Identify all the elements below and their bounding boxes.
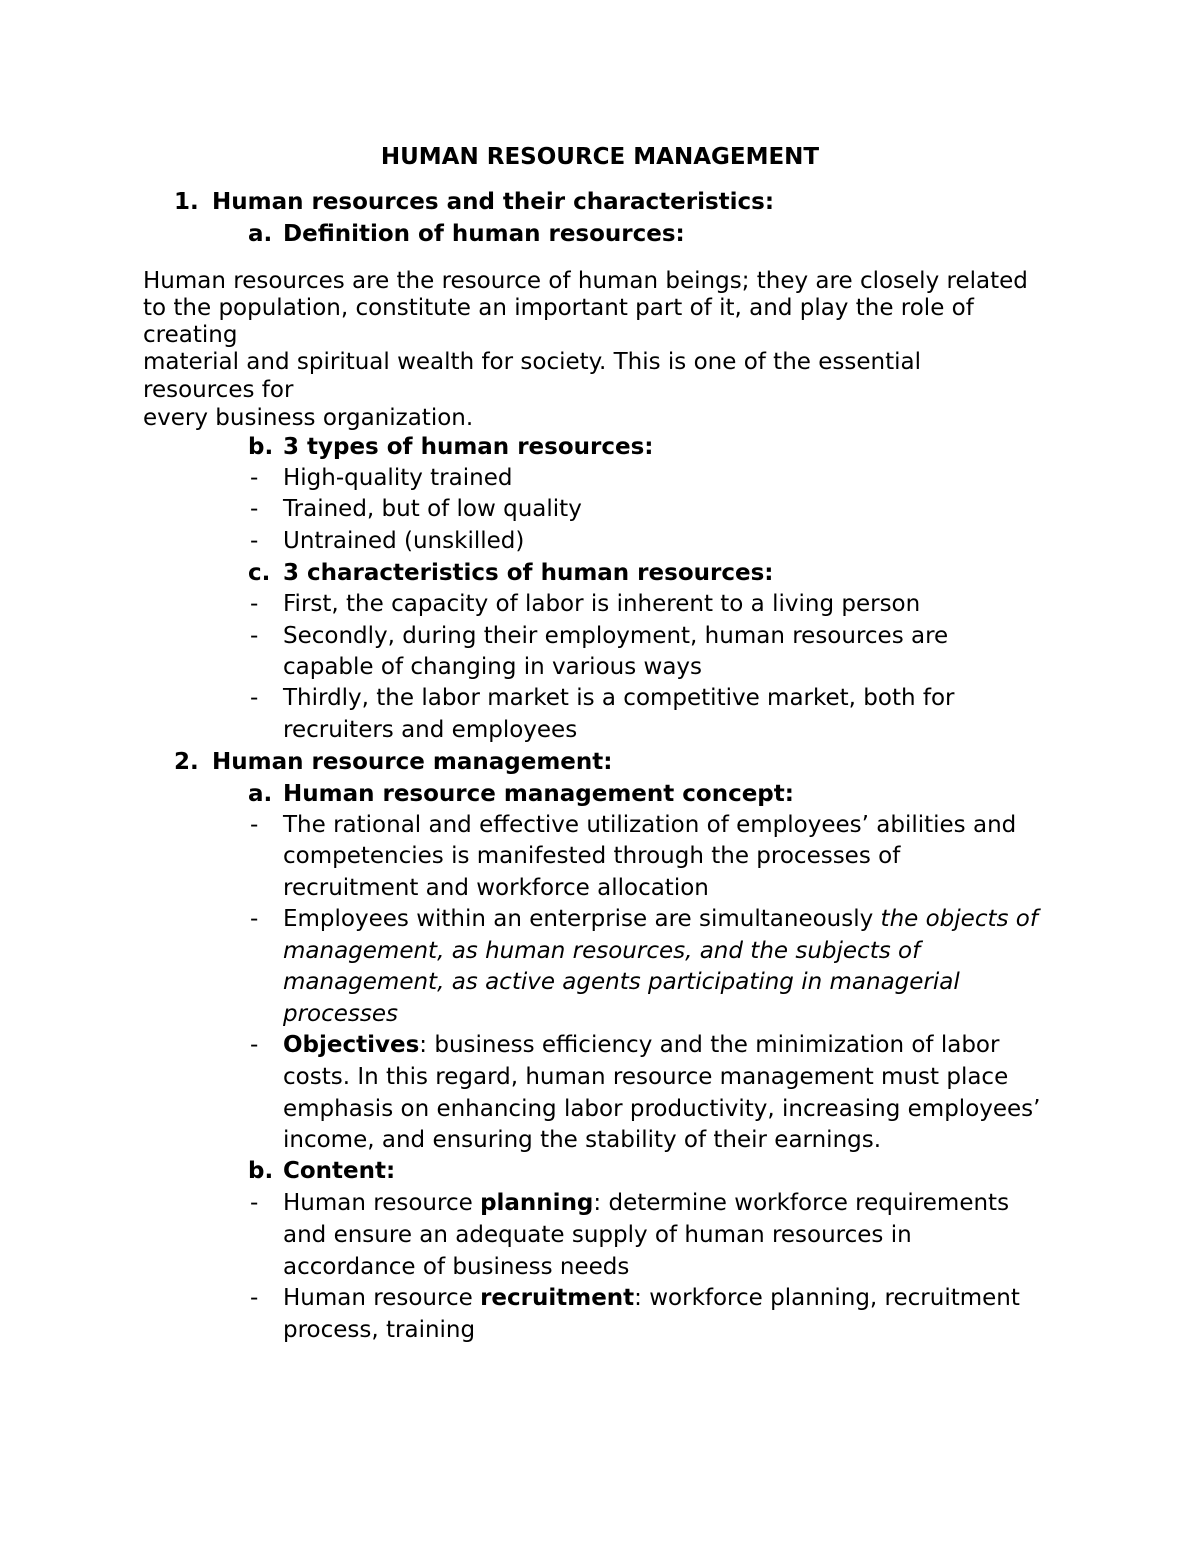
list-item-plain-text: : determine workforce requirements [593,1190,1010,1216]
list-item-text: Trained, but of low quality [283,496,582,522]
document-title: HUMAN RESOURCE MANAGEMENT [380,144,820,170]
list-item-text [283,1188,1009,1218]
subsection-1b-letter: b. [248,434,274,460]
list-item-continuation: emphasis on enhancing labor productivity, increasing employees’ [283,1096,1041,1122]
subsection-1a-letter: a. [248,221,273,247]
bullet-dash: - [250,1032,259,1058]
definition-paragraph-line: resources for [143,377,294,403]
bullet-dash: - [250,465,259,491]
list-item-text: Thirdly, the labor market is a competitive market, both for [283,685,955,711]
list-item-text [283,904,1038,934]
list-item-text [283,1283,1020,1313]
list-item-continuation: recruiters and employees [283,717,578,743]
subsection-1c-title: 3 characteristics of human resources: [283,560,774,586]
subsection-1a-title: Definition of human resources: [283,221,685,247]
list-item-plain-text: Human resource [283,1285,481,1311]
list-item-text: The rational and effective utilization of employees’ abilities and [283,812,1017,838]
list-item-text: Untrained (unskilled) [283,528,525,554]
subsection-1b-title: 3 types of human resources: [283,434,654,460]
objectives-label: Objectives [283,1032,420,1058]
definition-paragraph-line: Human resources are the resource of human beings; they are closely related [143,268,1028,294]
list-item-text: High-quality trained [283,465,513,491]
subsection-2a-letter: a. [248,781,273,807]
section-2-number: 2. [174,749,199,775]
planning-label: planning [480,1190,594,1216]
list-item-continuation: capable of changing in various ways [283,654,703,680]
bullet-dash: - [250,496,259,522]
section-1-title: Human resources and their characteristics: [212,189,775,215]
list-item-plain-text: Human resource [283,1190,481,1216]
definition-paragraph-line: to the population, constitute an important part of it, and play the role of [143,295,974,321]
section-1-number: 1. [174,189,199,215]
list-item-continuation: management, as human resources, and the subjects of [283,938,921,964]
definition-paragraph-line: every business organization. [143,405,474,431]
bullet-dash: - [250,623,259,649]
list-item-continuation: income, and ensuring the stability of their earnings. [283,1127,882,1153]
list-item-continuation: costs. In this regard, human resource management must place [283,1064,1009,1090]
list-item-continuation: accordance of business needs [283,1254,630,1280]
definition-paragraph-line: material and spiritual wealth for society. This is one of the essential [143,349,921,375]
definition-paragraph-line: creating [143,322,238,348]
subsection-2b-title: Content: [283,1158,396,1184]
bullet-dash: - [250,591,259,617]
bullet-dash: - [250,812,259,838]
subsection-2a-title: Human resource management concept: [283,781,794,807]
bullet-dash: - [250,906,259,932]
list-item-continuation: management, as active agents participating in managerial [283,969,960,995]
subsection-2b-letter: b. [248,1158,274,1184]
recruitment-label: recruitment [480,1285,635,1311]
list-item-plain-text: : business efficiency and the minimization of labor [419,1032,1000,1058]
bullet-dash: - [250,1190,259,1216]
list-item-continuation: process, training [283,1317,476,1343]
list-item-continuation: competencies is manifested through the processes of [283,843,901,869]
list-item-continuation: recruitment and workforce allocation [283,875,709,901]
list-item-continuation: and ensure an adequate supply of human resources in [283,1222,912,1248]
list-item-text [283,1030,999,1060]
list-item-plain-text: : workforce planning, recruitment [634,1285,1020,1311]
subsection-1c-letter: c. [248,560,271,586]
list-item-text: Secondly, during their employment, human resources are [283,623,949,649]
list-item-plain-text: Employees within an enterprise are simultaneously [283,906,881,932]
list-item-italic-text: the objects of [880,906,1038,932]
list-item-text: First, the capacity of labor is inherent to a living person [283,591,921,617]
bullet-dash: - [250,685,259,711]
bullet-dash: - [250,528,259,554]
bullet-dash: - [250,1285,259,1311]
section-2-title: Human resource management: [212,749,613,775]
list-item-continuation: processes [283,1001,399,1027]
